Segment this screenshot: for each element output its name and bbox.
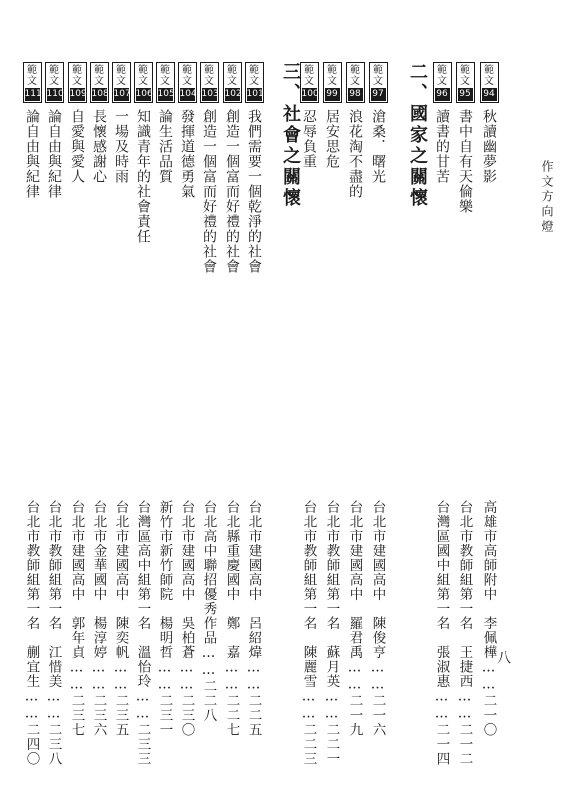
badge-label: 範文 <box>327 65 337 87</box>
entry-number-badge <box>112 62 131 103</box>
entry-number-badge <box>245 62 264 103</box>
toc-entry <box>478 62 500 184</box>
toc-entry <box>154 62 176 184</box>
toc-entry <box>344 62 366 199</box>
badge-number: 96 <box>436 89 448 99</box>
entry-author-line: 台北市教師組第一名 王捷西……二一二 <box>456 500 473 766</box>
entry-title: 浪花淘不盡的 <box>347 109 363 199</box>
badge-number: 100 <box>301 89 319 99</box>
badge-label: 範文 <box>94 65 104 87</box>
badge-number: 101 <box>246 89 264 99</box>
badge-number: 105 <box>157 89 175 99</box>
toc-entry <box>43 62 65 199</box>
badge-label: 範文 <box>27 65 37 87</box>
toc-entry <box>298 62 320 169</box>
entry-author-line: 台北市金華國中 楊淳婷……二三六 <box>90 500 107 737</box>
entry-title: 忍辱負重 <box>301 109 317 169</box>
entry-number-badge <box>178 62 197 103</box>
badge-label: 範文 <box>227 65 237 87</box>
entry-author-line: 台北市建國高中 郭年貞……二三七 <box>68 500 85 737</box>
entry-number-badge <box>45 62 64 103</box>
entry-author-line: 台北市建國高中 羅君禹……二一九 <box>346 500 363 737</box>
entry-title: 知識青年的社會責任 <box>135 109 151 244</box>
toc-entry <box>198 62 220 274</box>
badge-number: 104 <box>179 89 197 99</box>
badge-label: 範文 <box>116 65 126 87</box>
entry-number-badge <box>156 62 175 103</box>
entry-title: 創造一個富而好禮的社會 <box>224 109 240 274</box>
badge-label: 範文 <box>204 65 214 87</box>
badge-label: 範文 <box>437 65 447 87</box>
entry-author-line: 台灣區國中組第一名 張淑惠……二一四 <box>433 500 450 766</box>
entry-number-badge <box>346 62 365 103</box>
badge-label: 範文 <box>460 65 470 87</box>
section-heading-social: 三、社會之關懷 <box>280 62 301 209</box>
badge-label: 範文 <box>484 65 494 87</box>
badge-number: 94 <box>483 89 495 99</box>
badge-number: 97 <box>372 89 384 99</box>
badge-label: 範文 <box>160 65 170 87</box>
entry-author-line: 台北市教師組第一名 陳麗雪……二二三 <box>300 500 317 766</box>
entry-number-badge <box>223 62 242 103</box>
entry-title: 論自由與紀律 <box>46 109 62 199</box>
badge-number: 98 <box>349 89 361 99</box>
toc-entry <box>454 62 476 214</box>
badge-label: 範文 <box>138 65 148 87</box>
badge-number: 106 <box>135 89 153 99</box>
entry-author-line: 台北市教師組第一名 蒯宜生……二四〇 <box>23 500 40 766</box>
entry-title: 居安思危 <box>324 109 340 169</box>
badge-label: 範文 <box>249 65 259 87</box>
toc-entry <box>243 62 265 274</box>
entry-author-line: 台北市建國高中 陳奕帆……二三五 <box>112 500 129 737</box>
running-header: 作文方向燈 <box>540 160 554 235</box>
badge-number: 103 <box>201 89 219 99</box>
entry-number-badge <box>300 62 319 103</box>
badge-number: 111 <box>24 89 42 99</box>
badge-label: 範文 <box>72 65 82 87</box>
entry-number-badge <box>369 62 388 103</box>
badge-label: 範文 <box>350 65 360 87</box>
toc-entry <box>367 62 389 184</box>
toc-entry <box>176 62 198 199</box>
badge-label: 範文 <box>304 65 314 87</box>
entry-author-line: 台北市建國高中 吳柏蒼……二三〇 <box>178 500 195 737</box>
entry-title: 我們需要一個乾淨的社會 <box>246 109 262 274</box>
entry-author-line: 新竹市新竹師院 楊明哲……二三一 <box>156 500 173 737</box>
toc-entry <box>132 62 154 244</box>
entry-title: 發揮道德勇氣 <box>179 109 195 199</box>
toc-entry <box>221 62 243 274</box>
entry-number-badge <box>90 62 109 103</box>
entry-title: 創造一個富而好禮的社會 <box>201 109 217 274</box>
toc-entry <box>431 62 453 184</box>
entry-author-line: 台北市建國高中 呂紹煒……二二五 <box>245 500 262 737</box>
badge-label: 範文 <box>49 65 59 87</box>
entry-author-line: 台北市建國高中 陳俊亨……二一六 <box>369 500 386 737</box>
badge-number: 110 <box>46 89 64 99</box>
badge-number: 102 <box>224 89 242 99</box>
entry-number-badge <box>323 62 342 103</box>
entry-author-line: 台北高中聯招優秀作品……二二八 <box>200 500 217 723</box>
badge-label: 範文 <box>182 65 192 87</box>
badge-number: 109 <box>69 89 87 99</box>
entry-number-badge <box>456 62 475 103</box>
entry-title: 讀書的甘苦 <box>434 109 450 184</box>
entry-number-badge <box>134 62 153 103</box>
badge-label: 範文 <box>373 65 383 87</box>
entry-title: 書中自有天倫樂 <box>457 109 473 214</box>
toc-entry <box>321 62 343 169</box>
entry-title: 一場及時雨 <box>113 109 129 184</box>
entry-title: 秋讀幽夢影 <box>481 109 497 184</box>
badge-number: 107 <box>113 89 131 99</box>
toc-entry <box>66 62 88 184</box>
section-heading-national: 二、國家之關懷 <box>407 62 428 209</box>
badge-number: 108 <box>91 89 109 99</box>
entry-title: 滄桑．曙光 <box>370 109 386 184</box>
toc-entry <box>88 62 110 184</box>
entry-title: 自愛與愛人 <box>69 109 85 184</box>
entry-number-badge <box>68 62 87 103</box>
entry-author-line: 高雄市高師附中 李佩樺……二一〇 <box>480 500 497 737</box>
badge-number: 95 <box>459 89 471 99</box>
entry-author-line: 台北市教師組第一名 江惜美……二三八 <box>45 500 62 766</box>
badge-number: 99 <box>326 89 338 99</box>
entry-number-badge <box>23 62 42 103</box>
entry-title: 論自由與紀律 <box>24 109 40 199</box>
entry-title: 長懷感謝心 <box>91 109 107 184</box>
entry-author-line: 台北市教師組第一名 蘇月英……二二一 <box>323 500 340 766</box>
entry-number-badge <box>433 62 452 103</box>
entry-author-line: 台北縣重慶國中 鄭 嘉……二二七 <box>223 500 240 737</box>
toc-entry <box>110 62 132 184</box>
entry-number-badge <box>480 62 499 103</box>
toc-entry <box>21 62 43 199</box>
entry-author-line: 台灣區高中組第一名 溫怡玲……二三三 <box>134 500 151 766</box>
entry-number-badge <box>200 62 219 103</box>
page-number: 八 <box>495 650 511 664</box>
entry-title: 論生活品質 <box>157 109 173 184</box>
